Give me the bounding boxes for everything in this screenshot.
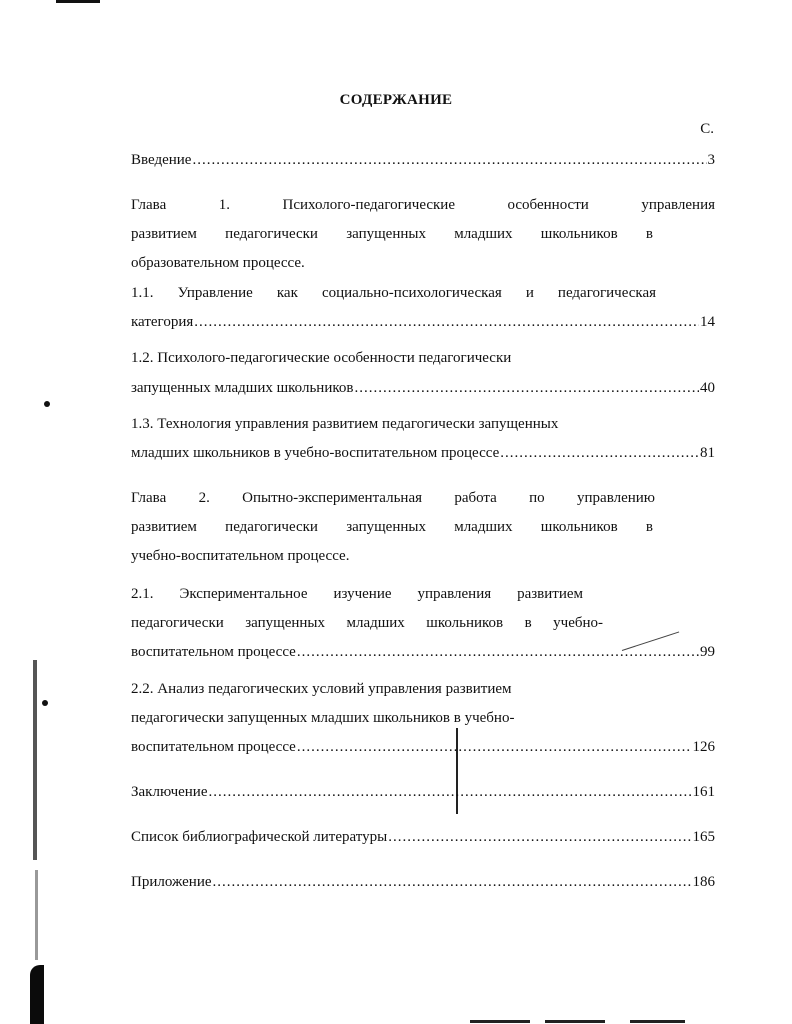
toc-page-number: 186 [692,874,715,890]
toc-leader-dots [388,828,691,846]
toc-entry-label: категория [131,314,194,330]
toc-entry-label: Приложение [131,874,212,890]
toc-page-number: 126 [692,739,715,755]
toc-leader-dots [192,151,706,169]
toc-page-number: 161 [692,784,715,800]
toc-leader-dots [354,379,699,397]
scan-artifact-bottom-mark [470,1020,530,1023]
scan-artifact-bottom-mark [545,1020,605,1023]
toc-page-number: 40 [700,380,715,396]
toc-entry-conclusion[interactable] [131,783,715,801]
toc-entry-2-1[interactable] [131,643,715,661]
toc-leader-dots [297,738,692,756]
chapter-1-heading-line-1: Глава 1. Психолого-педагогические особенности управления [131,197,715,213]
page-title: СОДЕРЖАНИЕ [339,92,453,108]
chapter-2-heading-line-2: развитием педагогически запущенных младших школьников в [131,519,653,535]
toc-entry-intro[interactable] [131,151,715,169]
toc-leader-dots [297,643,699,661]
scan-artifact-bottom-mark [630,1020,685,1023]
chapter-1-heading-line-2: развитием педагогически запущенных младших школьников в [131,226,653,242]
chapter-2-heading-line-3: учебно-воспитательном процессе. [131,548,350,564]
toc-entry-2-1-line-1: 2.1. Экспериментальное изучение управления развитием [131,586,583,602]
toc-entry-label: Введение [131,152,192,168]
toc-page-number: 99 [700,644,715,660]
chapter-1-heading-line-3: образовательном процессе. [131,255,305,271]
scan-artifact-left-bar [33,660,37,860]
scan-artifact-binding-curve [30,965,44,1024]
toc-leader-dots [209,783,692,801]
toc-page-number: 14 [700,314,715,330]
toc-entry-appendix[interactable] [131,873,715,891]
chapter-2-heading-line-1: Глава 2. Опытно-экспериментальная работа по управлению [131,490,655,506]
toc-entry-2-2-line-2: педагогически запущенных младших школьников в учебно- [131,710,515,726]
scan-artifact-punch-hole-lower [42,700,48,706]
toc-entry-bibliography[interactable] [131,828,715,846]
toc-page-number: 165 [692,829,715,845]
toc-entry-label: Список библиографической литературы [131,829,388,845]
toc-entry-label: запущенных младших школьников [131,380,354,396]
toc-page-number: 81 [700,445,715,461]
toc-entry-1-3-line-1: 1.3. Технология управления развитием педагогически запущенных [131,416,559,432]
toc-entry-label: воспитательном процессе [131,739,296,755]
toc-entry-1-1[interactable] [131,313,715,331]
scan-artifact-punch-hole-upper [44,401,50,407]
scan-artifact-left-bar-lower [35,870,38,960]
toc-leader-dots [194,313,699,331]
toc-entry-1-2[interactable] [131,379,715,397]
toc-page-number: 3 [707,152,715,168]
toc-entry-label: Заключение [131,784,208,800]
toc-leader-dots [500,444,699,462]
toc-entry-1-2-line-1: 1.2. Психолого-педагогические особенности педагогически [131,350,512,366]
toc-entry-2-2-line-1: 2.2. Анализ педагогических условий управления развитием [131,681,512,697]
page-column-label: С. [700,121,714,137]
toc-entry-label: младших школьников в учебно-воспитательном процессе [131,445,500,461]
toc-entry-label: воспитательном процессе [131,644,296,660]
toc-entry-1-1-line-1: 1.1. Управление как социально-психологическая и педагогическая [131,285,656,301]
scan-artifact-top-line [56,0,100,3]
toc-leader-dots [213,873,692,891]
toc-entry-2-1-line-2: педагогически запущенных младших школьников в учебно- [131,615,603,631]
toc-entry-1-3[interactable] [131,444,715,462]
toc-entry-2-2[interactable] [131,738,715,756]
